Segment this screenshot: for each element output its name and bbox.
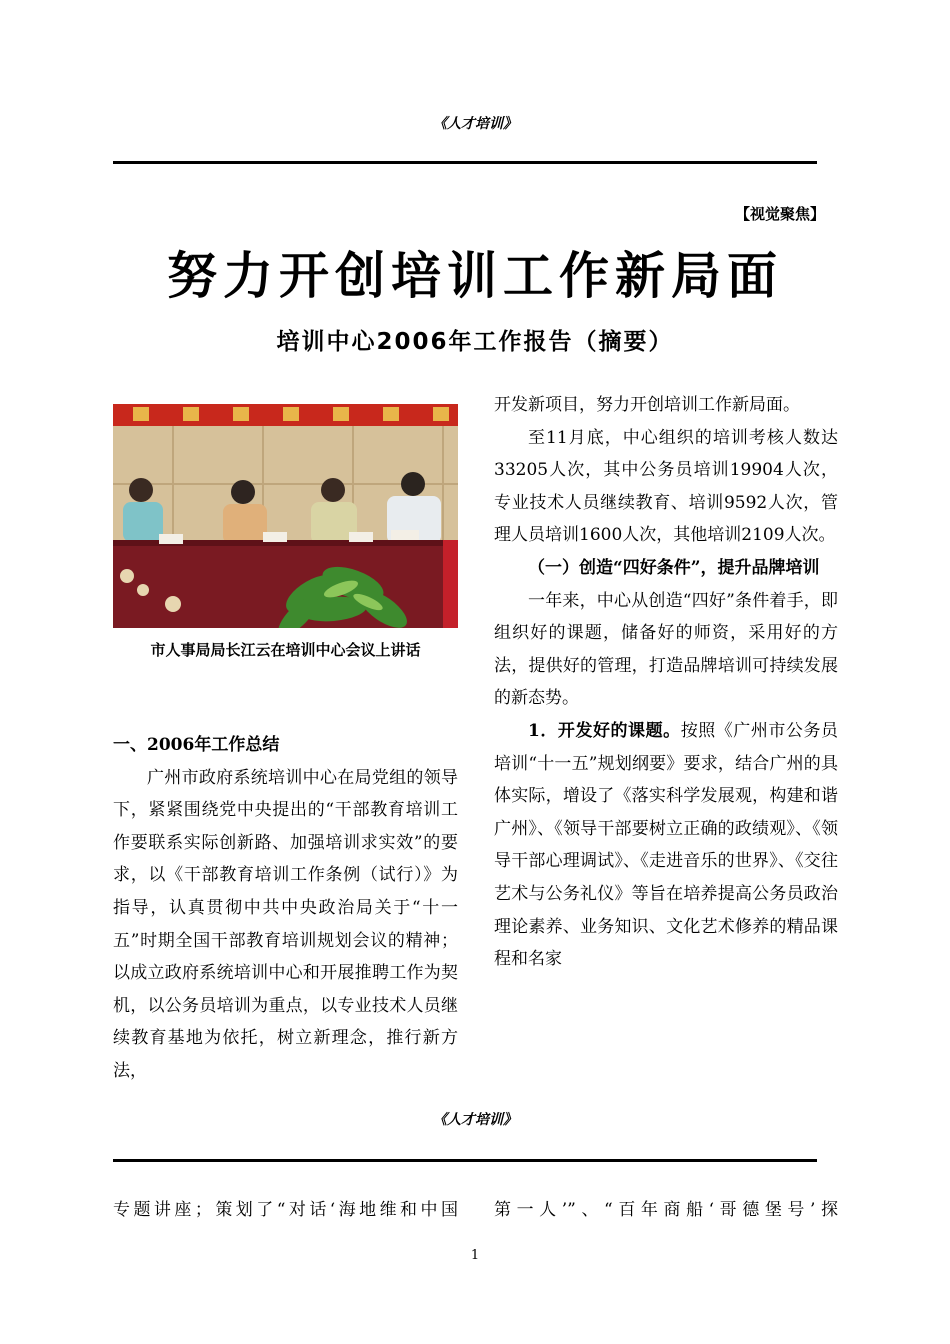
item-paragraph — [494, 715, 838, 976]
photo-caption: 市人事局局长江云在培训中心会议上讲话 — [150, 641, 421, 659]
page-number: 1 — [470, 1248, 480, 1263]
article-subtitle: 培训中心2006年工作报告（摘要） — [276, 329, 674, 355]
header-rule-next-page — [113, 1159, 817, 1162]
article-title: 努力开创培训工作新局面 — [167, 246, 783, 305]
item-label: 1．开发好的课题。 — [528, 720, 681, 741]
summary-paragraph: 广州市政府系统培训中心在局党组的领导下，紧紧围绕党中央提出的“干部教育培训工作要联系实际创新路、加强培训求实效”的要求，以《干部教育培训工作条例（试行）》为指导，认真贯彻中共中央政治局关于“十一五”时期全国干部教育培训规划会议的精神；以成立政府系统培训中心和开展推聘工作为契机，以公务员培训为重点，以专业技术人员继续教育基地为依托，树立新理念，推行新方法， — [113, 767, 458, 1081]
stats-paragraph: 至11月底，中心组织的培训考核人数达33205人次，其中公务员培训19904人次，专业技术人员继续教育、培训9592人次，管理人员培训1600人次，其他培训2109人次。 — [494, 427, 838, 546]
subsection-heading: （一）创造“四好条件”，提升品牌培训 — [528, 557, 820, 578]
running-header-next-page: 《人才培训》 — [433, 1112, 517, 1128]
continued-text: 开发新项目，努力开创培训工作新局面。 — [494, 395, 800, 415]
header-rule — [113, 161, 817, 164]
running-header: 《人才培训》 — [433, 116, 517, 132]
next-page-right-line: 第一人’”、“百年商船‘哥德堡号’探 — [494, 1200, 838, 1220]
right-column — [494, 389, 838, 976]
item-text: 按照《广州市公务员培训“十一五”规划纲要》要求，结合广州的具体实际，增设了《落实科学发展观，构建和谐广州》、《领导干部要树立正确的政绩观》、《领导干部心理调试》、《走进音乐的世界》、《交往艺术与公务礼仪》等旨在培养提高公务员政治理论素养、业务知识、文化艺术修养的精品课程和名家 — [494, 720, 838, 970]
meeting-photo — [113, 404, 458, 628]
section-heading: 一、2006年工作总结 — [113, 735, 280, 755]
next-page-left-line: 专题讲座；策划了“对话‘海地维和中国 — [113, 1200, 458, 1220]
section-tag: 【视觉聚焦】 — [734, 205, 825, 223]
four-conditions-paragraph: 一年来，中心从创造“四好”条件着手，即组织好的课题，储备好的师资，采用好的方法，提供好的管理，打造品牌培训可持续发展的新态势。 — [494, 590, 838, 709]
left-column — [113, 729, 458, 1088]
